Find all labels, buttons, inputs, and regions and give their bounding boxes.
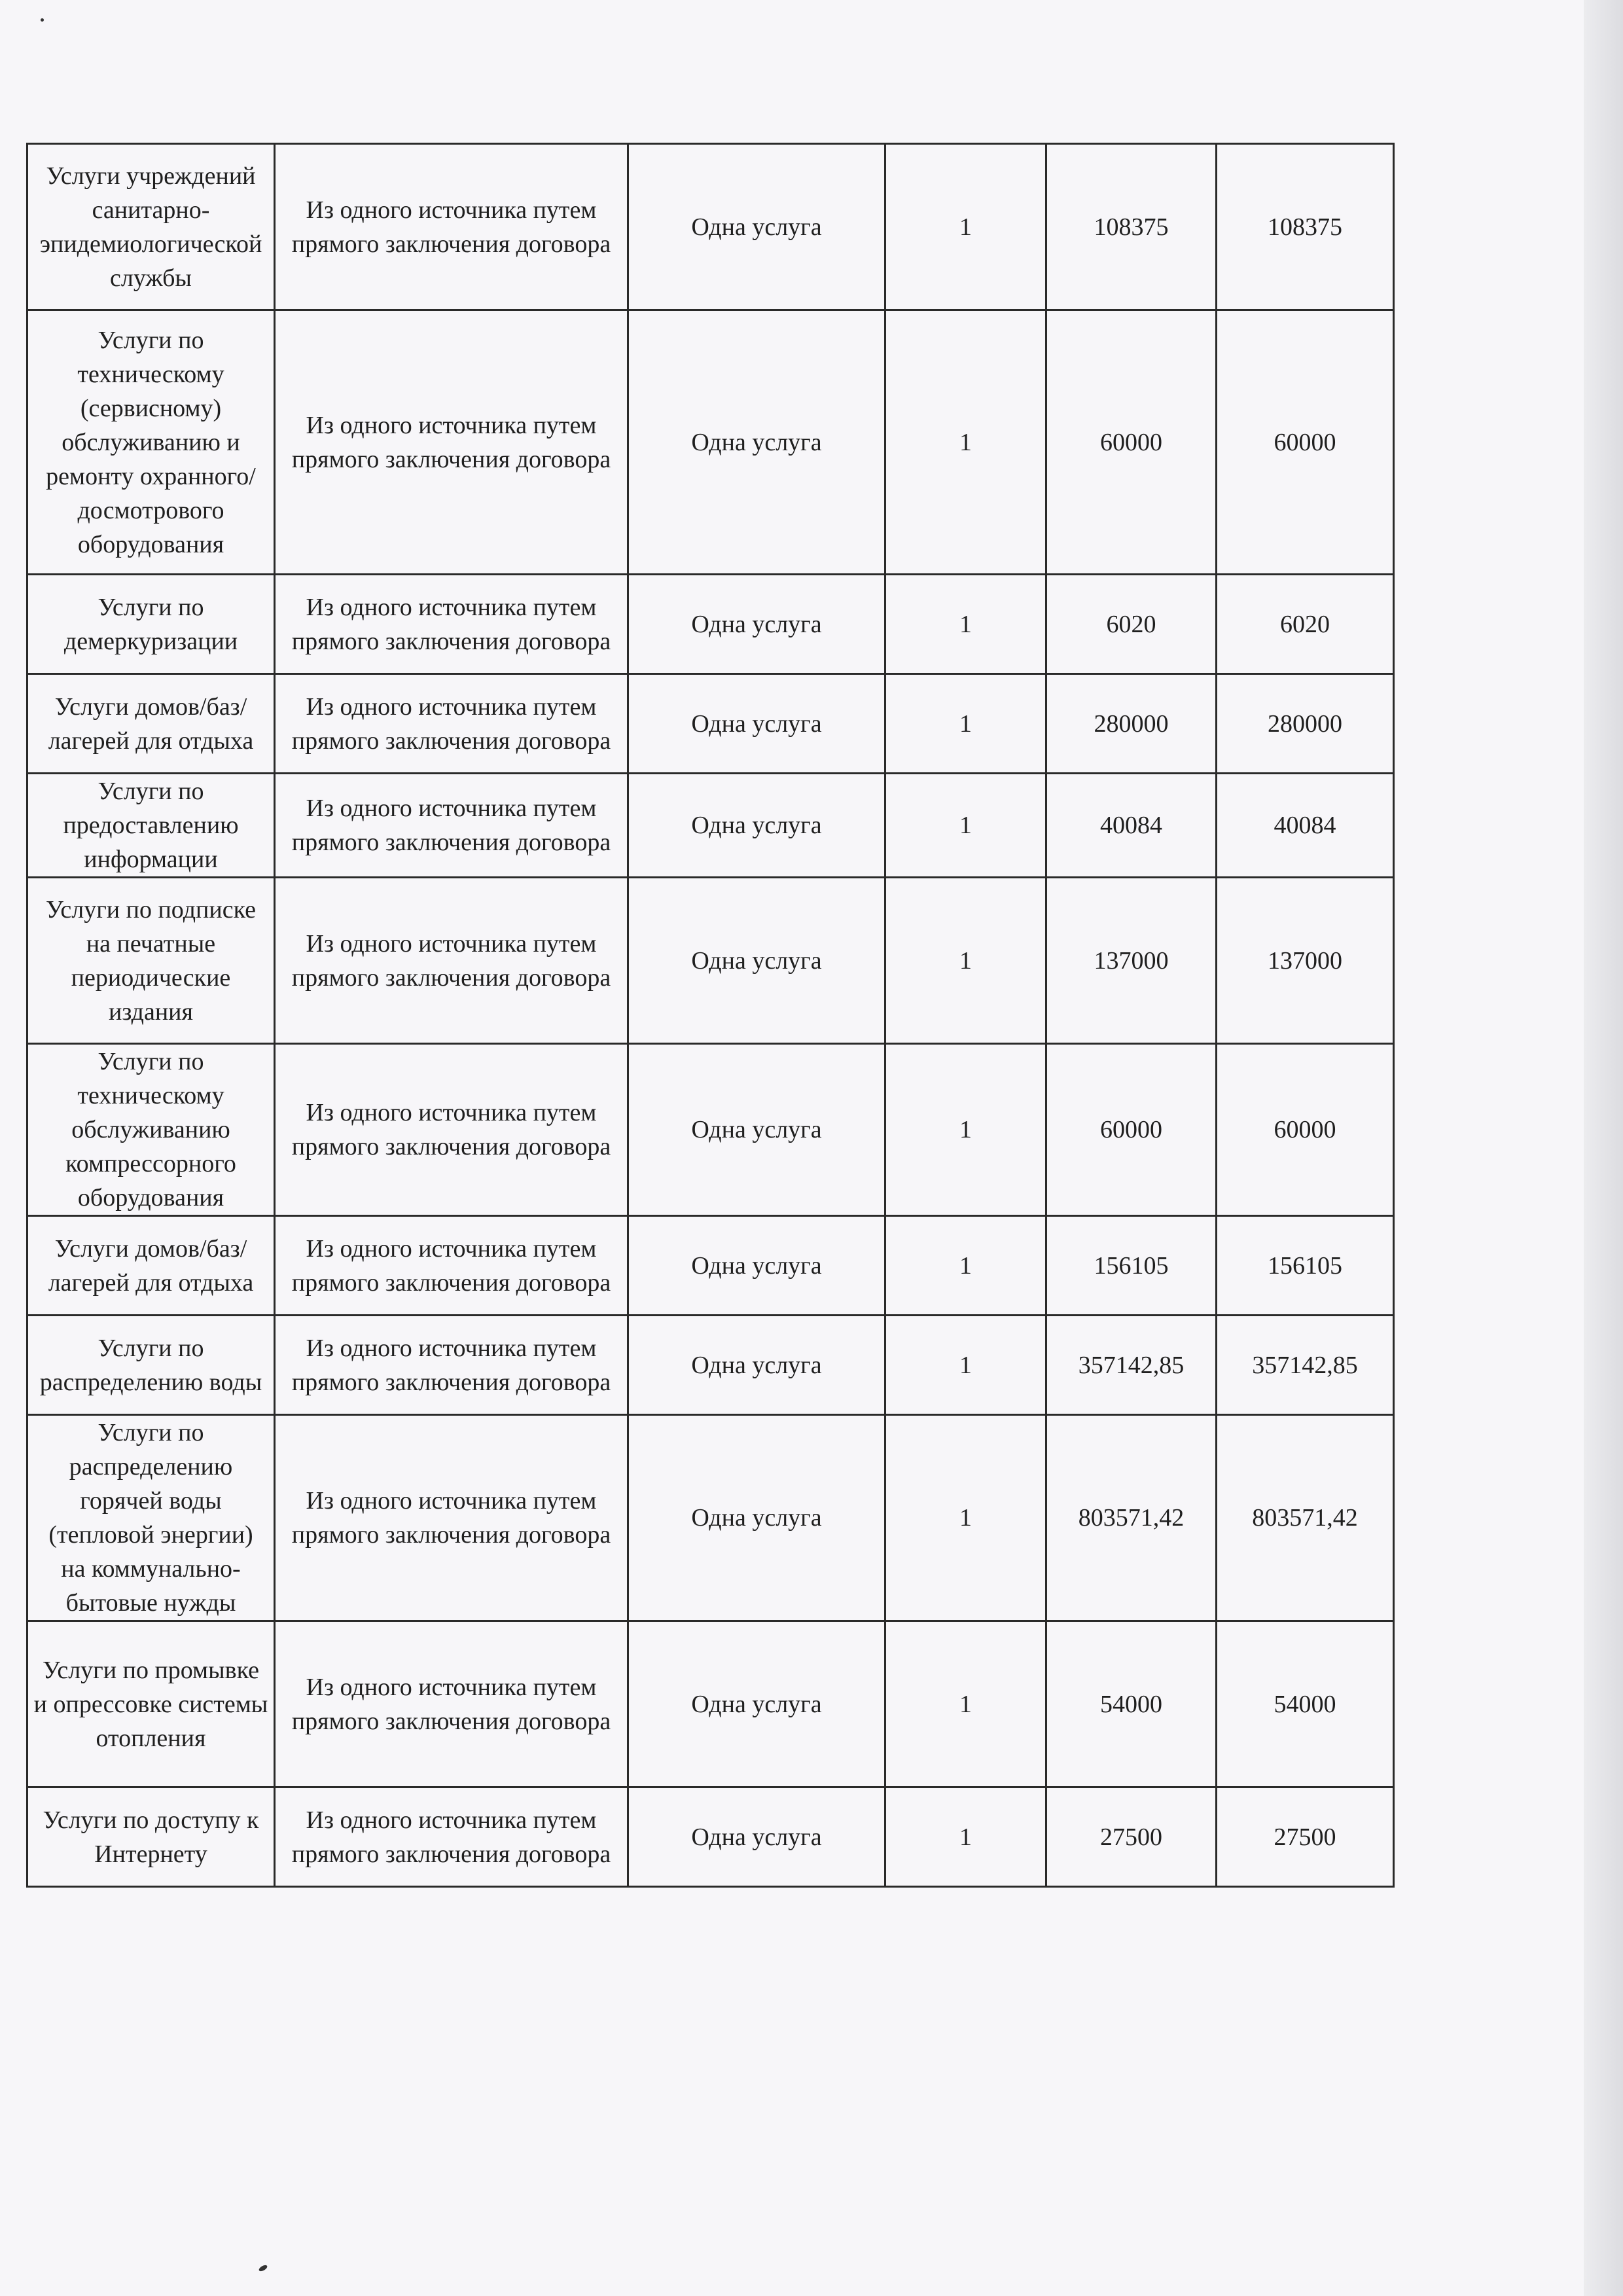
service-name-cell: Услуги по распределению горячей воды (тепловой энергии) на коммунально-бытовые нужды (27, 1415, 275, 1621)
service-name-cell: Услуги домов/баз/лагерей для отдыха (27, 1216, 275, 1316)
procurement-method-cell: Из одного источника путем прямого заключения договора (275, 1787, 628, 1887)
unit-price-cell: 137000 (1046, 878, 1217, 1044)
total-amount-cell: 60000 (1217, 1044, 1394, 1216)
procurement-method-cell: Из одного источника путем прямого заключения договора (275, 1415, 628, 1621)
unit-price-cell: 357142,85 (1046, 1316, 1217, 1415)
quantity-cell: 1 (885, 774, 1046, 878)
unit-cell: Одна услуга (628, 774, 885, 878)
table-row (27, 1316, 1394, 1415)
total-amount-cell: 54000 (1217, 1621, 1394, 1787)
scan-speck (41, 18, 44, 22)
table-row (27, 144, 1394, 310)
unit-cell: Одна услуга (628, 144, 885, 310)
procurement-method-cell: Из одного источника путем прямого заключения договора (275, 1621, 628, 1787)
procurement-method-cell: Из одного источника путем прямого заключения договора (275, 144, 628, 310)
quantity-cell: 1 (885, 575, 1046, 674)
unit-price-cell: 40084 (1046, 774, 1217, 878)
quantity-cell: 1 (885, 1316, 1046, 1415)
table-row (27, 1415, 1394, 1621)
total-amount-cell: 27500 (1217, 1787, 1394, 1887)
service-name-cell: Услуги по техническому обслуживанию компрессорного оборудования (27, 1044, 275, 1216)
unit-cell: Одна услуга (628, 310, 885, 575)
table-row (27, 575, 1394, 674)
service-name-cell: Услуги по демеркуризации (27, 575, 275, 674)
quantity-cell: 1 (885, 1621, 1046, 1787)
service-name-cell: Услуги по подписке на печатные периодические издания (27, 878, 275, 1044)
quantity-cell: 1 (885, 310, 1046, 575)
quantity-cell: 1 (885, 1415, 1046, 1621)
unit-cell: Одна услуга (628, 878, 885, 1044)
unit-cell: Одна услуга (628, 1415, 885, 1621)
procurement-table (26, 143, 1395, 1888)
total-amount-cell: 108375 (1217, 144, 1394, 310)
quantity-cell: 1 (885, 1044, 1046, 1216)
procurement-method-cell: Из одного источника путем прямого заключения договора (275, 878, 628, 1044)
procurement-method-cell: Из одного источника путем прямого заключения договора (275, 310, 628, 575)
unit-price-cell: 54000 (1046, 1621, 1217, 1787)
service-name-cell: Услуги учреждений санитарно-эпидемиологической службы (27, 144, 275, 310)
service-name-cell: Услуги по распределению воды (27, 1316, 275, 1415)
unit-cell: Одна услуга (628, 1044, 885, 1216)
procurement-method-cell: Из одного источника путем прямого заключения договора (275, 674, 628, 774)
unit-cell: Одна услуга (628, 575, 885, 674)
unit-price-cell: 280000 (1046, 674, 1217, 774)
unit-cell: Одна услуга (628, 674, 885, 774)
service-name-cell: Услуги по доступу к Интернету (27, 1787, 275, 1887)
table-row (27, 774, 1394, 878)
total-amount-cell: 6020 (1217, 575, 1394, 674)
procurement-method-cell: Из одного источника путем прямого заключения договора (275, 575, 628, 674)
total-amount-cell: 357142,85 (1217, 1316, 1394, 1415)
table-row (27, 878, 1394, 1044)
procurement-method-cell: Из одного источника путем прямого заключения договора (275, 1316, 628, 1415)
total-amount-cell: 60000 (1217, 310, 1394, 575)
table-row (27, 1787, 1394, 1887)
unit-price-cell: 803571,42 (1046, 1415, 1217, 1621)
service-name-cell: Услуги домов/баз/лагерей для отдыха (27, 674, 275, 774)
table-row (27, 1044, 1394, 1216)
table-row (27, 674, 1394, 774)
unit-cell: Одна услуга (628, 1216, 885, 1316)
total-amount-cell: 40084 (1217, 774, 1394, 878)
unit-cell: Одна услуга (628, 1621, 885, 1787)
table-body (27, 144, 1394, 1887)
total-amount-cell: 280000 (1217, 674, 1394, 774)
quantity-cell: 1 (885, 878, 1046, 1044)
scan-speck (258, 2264, 268, 2272)
quantity-cell: 1 (885, 1787, 1046, 1887)
quantity-cell: 1 (885, 674, 1046, 774)
unit-price-cell: 60000 (1046, 1044, 1217, 1216)
procurement-method-cell: Из одного источника путем прямого заключения договора (275, 1044, 628, 1216)
unit-price-cell: 108375 (1046, 144, 1217, 310)
quantity-cell: 1 (885, 144, 1046, 310)
service-name-cell: Услуги по предоставлению информации (27, 774, 275, 878)
quantity-cell: 1 (885, 1216, 1046, 1316)
table-row (27, 1621, 1394, 1787)
unit-cell: Одна услуга (628, 1316, 885, 1415)
page-edge-shadow (1584, 0, 1623, 2296)
unit-price-cell: 6020 (1046, 575, 1217, 674)
total-amount-cell: 803571,42 (1217, 1415, 1394, 1621)
unit-cell: Одна услуга (628, 1787, 885, 1887)
service-name-cell: Услуги по промывке и опрессовке системы отопления (27, 1621, 275, 1787)
unit-price-cell: 27500 (1046, 1787, 1217, 1887)
table-row (27, 1216, 1394, 1316)
procurement-method-cell: Из одного источника путем прямого заключения договора (275, 774, 628, 878)
table-row (27, 310, 1394, 575)
unit-price-cell: 156105 (1046, 1216, 1217, 1316)
total-amount-cell: 156105 (1217, 1216, 1394, 1316)
service-name-cell: Услуги по техническому (сервисному) обслуживанию и ремонту охранного/досмотрового оборудования (27, 310, 275, 575)
total-amount-cell: 137000 (1217, 878, 1394, 1044)
procurement-method-cell: Из одного источника путем прямого заключения договора (275, 1216, 628, 1316)
unit-price-cell: 60000 (1046, 310, 1217, 575)
